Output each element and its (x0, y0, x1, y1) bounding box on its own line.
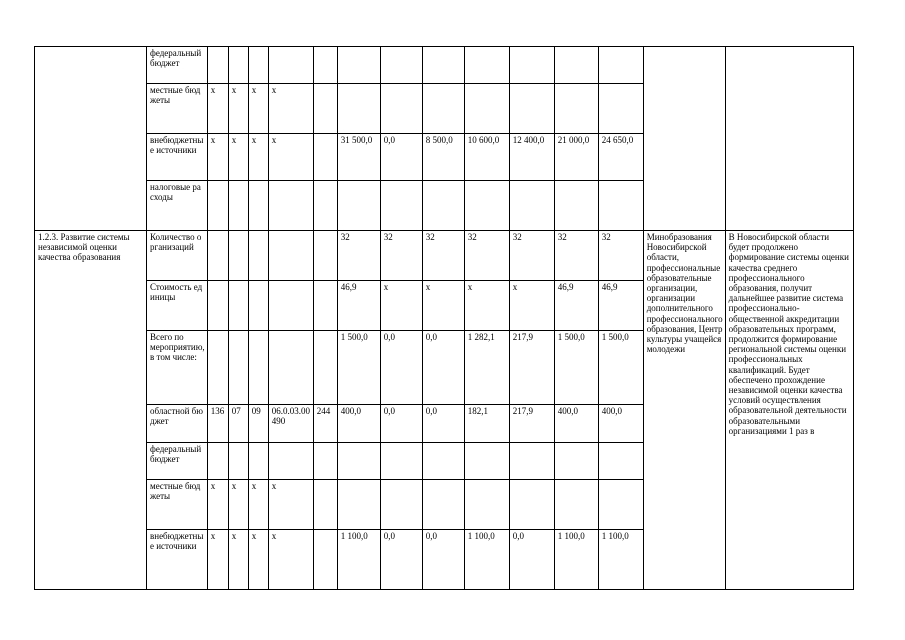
table-row: внебюджетные источники x x x x 1 100,0 0,0 0,0 1 100,0 0,0 1 100,0 1 100,0 (35, 530, 854, 590)
table-row: Всего по мероприятию, в том числе: 1 500,0 0,0 0,0 1 282,1 217,9 1 500,0 1 500,0 (35, 331, 854, 405)
executors-cell-empty (643, 47, 725, 231)
table-row: внебюджетные источники x x x x 31 500,0 0,0 8 500,0 10 600,0 12 400,0 21 000,0 24 650,0 (35, 134, 854, 181)
result-cell-empty (725, 47, 853, 231)
program-table (34, 46, 854, 590)
table-row (35, 47, 854, 84)
source-cell: налоговые расходы (147, 181, 208, 231)
table-row: местные бюджеты x x x x (35, 480, 854, 530)
source-cell: Всего по мероприятию, в том числе: (147, 331, 208, 405)
source-cell: федеральный бюджет (147, 443, 208, 480)
executors-cell: Минобразования Новосибирской области, профессиональные образовательные организации, организации дополнительного профессионального образования, Центр культуры учащейся молодежи (643, 231, 725, 590)
source-cell: Стоимость единицы (147, 281, 208, 331)
source-cell: внебюджетные источники (147, 134, 208, 181)
source-cell: областной бюджет (147, 405, 208, 443)
task-name: 1.2.3. Развитие системы независимой оценки качества образования (35, 231, 147, 590)
table-row: Стоимость единицы 46,9 x x x x 46,9 46,9 (35, 281, 854, 331)
source-cell: внебюджетные источники (147, 530, 208, 590)
source-cell: федеральный бюджет (147, 47, 208, 84)
table-row: местные бюджеты x x x x (35, 84, 854, 134)
task-cell-empty (35, 47, 147, 231)
result-cell: В Новосибирской области будет продолжено формирование системы оценки качества среднего профессионального образования, получит дальнейшее развитие система профессионально-общественной аккредитации образовательных программ, продолжится формирование региональной системы оценки профессиональных квалификаций. Будет обеспечено прохождение независимой оценки качества условий осуществления образовательной деятельности образовательными организациями 1 раз в (725, 231, 853, 590)
source-cell: местные бюджеты (147, 480, 208, 530)
table-row: 1.2.3. Развитие системы независимой оценки качества образования Количество организаций 32 32 32 32 32 32 32 Минобразования Новосибирской области, профессиональные образовательные организации, организации дополнительного профессионального образования, Центр культуры учащейся молодежи В Новосибирской области будет продолжено формирование системы оценки качества среднего профессионального образования, получит дальнейшее развитие система профессионально-общественной аккредитации образовательных программ, продолжится формирование региональной системы оценки профессиональных квалификаций. Будет обеспечено прохождение независимой оценки качества условий осуществления образовательной деятельности образовательными организациями 1 раз в (35, 231, 854, 281)
table-row: областной бюджет 136 07 09 06.0.03.00490 244 400,0 0,0 0,0 182,1 217,9 400,0 400,0 (35, 405, 854, 443)
source-cell: местные бюджеты (147, 84, 208, 134)
source-cell: Количество организаций (147, 231, 208, 281)
